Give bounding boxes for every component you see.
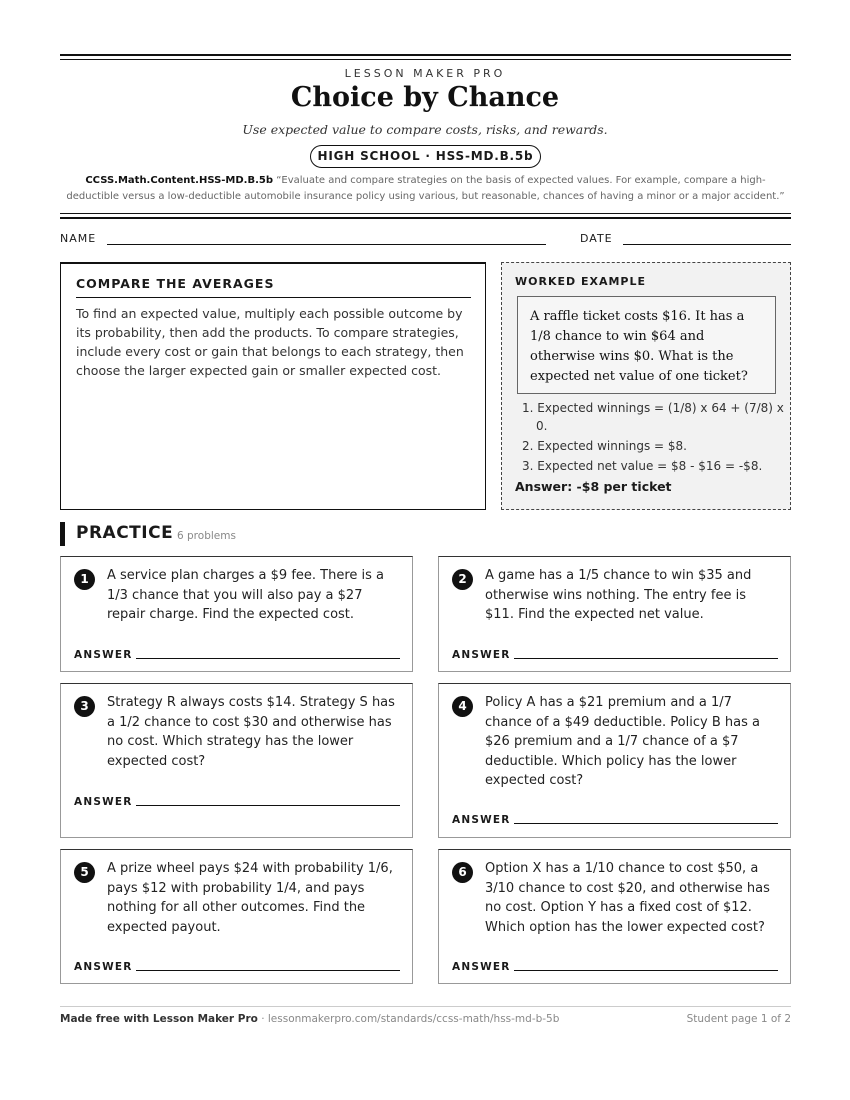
answer-line[interactable]	[514, 658, 778, 659]
worked-step: 2. Expected winnings = $8.	[522, 439, 687, 453]
compare-body: To find an expected value, multiply each possible outcome by its probability, then add the products. To compare strategies, include every cost or gain that belongs to each strategy, then choose the larger expected gain or smaller expected cost.	[76, 306, 464, 378]
worked-step: 3. Expected net value = $8 - $16 = -$8.	[522, 459, 763, 473]
footer-rule	[60, 1006, 791, 1007]
problem-text: Option X has a 1/10 chance to cost $50, a 3/10 chance to cost $20, and otherwise has no cost. Option Y has a fixed cost of $12. Which option has the lower expected cost?	[485, 861, 770, 935]
problem-card-5	[60, 849, 413, 984]
brand-name: LESSON MAKER PRO	[344, 67, 506, 80]
problem-number-badge: 1	[74, 569, 95, 590]
practice-accent-bar	[60, 522, 65, 546]
problem-card-1	[60, 556, 413, 672]
standard-text: “Evaluate and compare strategies on the basis of expected values. For example, compare a high-deductible versus a low-deductible automobile insurance policy using various, but reasonable, chances of having a minor or a major accident.”	[66, 175, 785, 202]
problem-text: A service plan charges a $9 fee. There is a 1/3 chance that you will also pay a $27 repair charge. Find the expected cost.	[107, 568, 385, 622]
compare-averages-panel	[60, 262, 486, 510]
worked-example-problem: A raffle ticket costs $16. It has a 1/8 chance to win $64 and otherwise wins $0. What is the expected net value of one ticket?	[517, 296, 776, 394]
name-label: NAME	[60, 232, 97, 245]
answer-label: ANSWER	[74, 961, 133, 973]
problem-number-badge: 3	[74, 696, 95, 717]
answer-line[interactable]	[514, 970, 778, 971]
standard-code: CCSS.Math.Content.HSS-MD.B.5b	[85, 175, 274, 186]
worked-step: 1. Expected winnings = (1/8) x 64 + (7/8) x 0.	[522, 401, 784, 433]
standard-statement	[60, 173, 791, 205]
footer-made-with: Made free with Lesson Maker Pro	[60, 1013, 258, 1025]
worksheet-subtitle: Use expected value to compare costs, risks, and rewards.	[242, 122, 608, 137]
problem-card-6	[438, 849, 791, 984]
problem-number-badge: 5	[74, 862, 95, 883]
problem-number-badge: 6	[452, 862, 473, 883]
answer-line[interactable]	[514, 823, 778, 824]
worked-example-steps	[522, 399, 784, 477]
answer-line[interactable]	[136, 658, 400, 659]
level-badge: HIGH SCHOOL · HSS-MD.B.5b	[310, 145, 541, 168]
problem-text: A prize wheel pays $24 with probability 1/6, pays $12 with probability 1/4, and pays nothing for all other outcomes. Find the expected payout.	[107, 861, 393, 935]
answer-line[interactable]	[136, 805, 400, 806]
header-rule-bottom	[60, 217, 791, 219]
answer-label: ANSWER	[74, 796, 133, 808]
compare-heading-rule	[76, 297, 471, 298]
answer-label: ANSWER	[452, 649, 511, 661]
header-rule-top-thin	[60, 59, 791, 60]
problem-text: Policy A has a $21 premium and a 1/7 chance of a $49 deductible. Policy B has a $26 premium and a 1/7 chance of a $7 deductible. Which policy has the lower expected cost?	[485, 695, 760, 788]
answer-label: ANSWER	[74, 649, 133, 661]
problem-card-3	[60, 683, 413, 838]
answer-line[interactable]	[136, 970, 400, 971]
date-label: DATE	[580, 232, 613, 245]
compare-heading: COMPARE THE AVERAGES	[76, 276, 275, 291]
worked-example-panel	[501, 262, 791, 510]
footer-page-number: Student page 1 of 2	[686, 1013, 791, 1025]
problem-text: Strategy R always costs $14. Strategy S has a 1/2 chance to cost $30 and otherwise has no cost. Which strategy has the lower expected cost?	[107, 695, 395, 769]
answer-label: ANSWER	[452, 961, 511, 973]
problem-card-2	[438, 556, 791, 672]
problem-number-badge: 2	[452, 569, 473, 590]
worksheet-title: Choice by Chance	[290, 82, 560, 113]
header-rule-top	[60, 54, 791, 56]
date-field-line[interactable]	[623, 244, 791, 245]
answer-label: ANSWER	[452, 814, 511, 826]
footer-url[interactable]: · lessonmakerpro.com/standards/ccss-math/hss-md-b-5b	[257, 1013, 560, 1025]
problem-card-4	[438, 683, 791, 838]
footer-credit	[60, 1013, 559, 1025]
header-rule-bottom-thin	[60, 213, 791, 214]
problem-number-badge: 4	[452, 696, 473, 717]
worked-example-heading: WORKED EXAMPLE	[515, 275, 646, 288]
worked-example-answer: Answer: -$8 per ticket	[515, 479, 672, 494]
practice-heading: PRACTICE	[76, 523, 174, 543]
name-field-line[interactable]	[107, 244, 546, 245]
practice-count: 6 problems	[177, 530, 236, 542]
problem-text: A game has a 1/5 chance to win $35 and otherwise wins nothing. The entry fee is $11. Find the expected net value.	[485, 568, 752, 622]
